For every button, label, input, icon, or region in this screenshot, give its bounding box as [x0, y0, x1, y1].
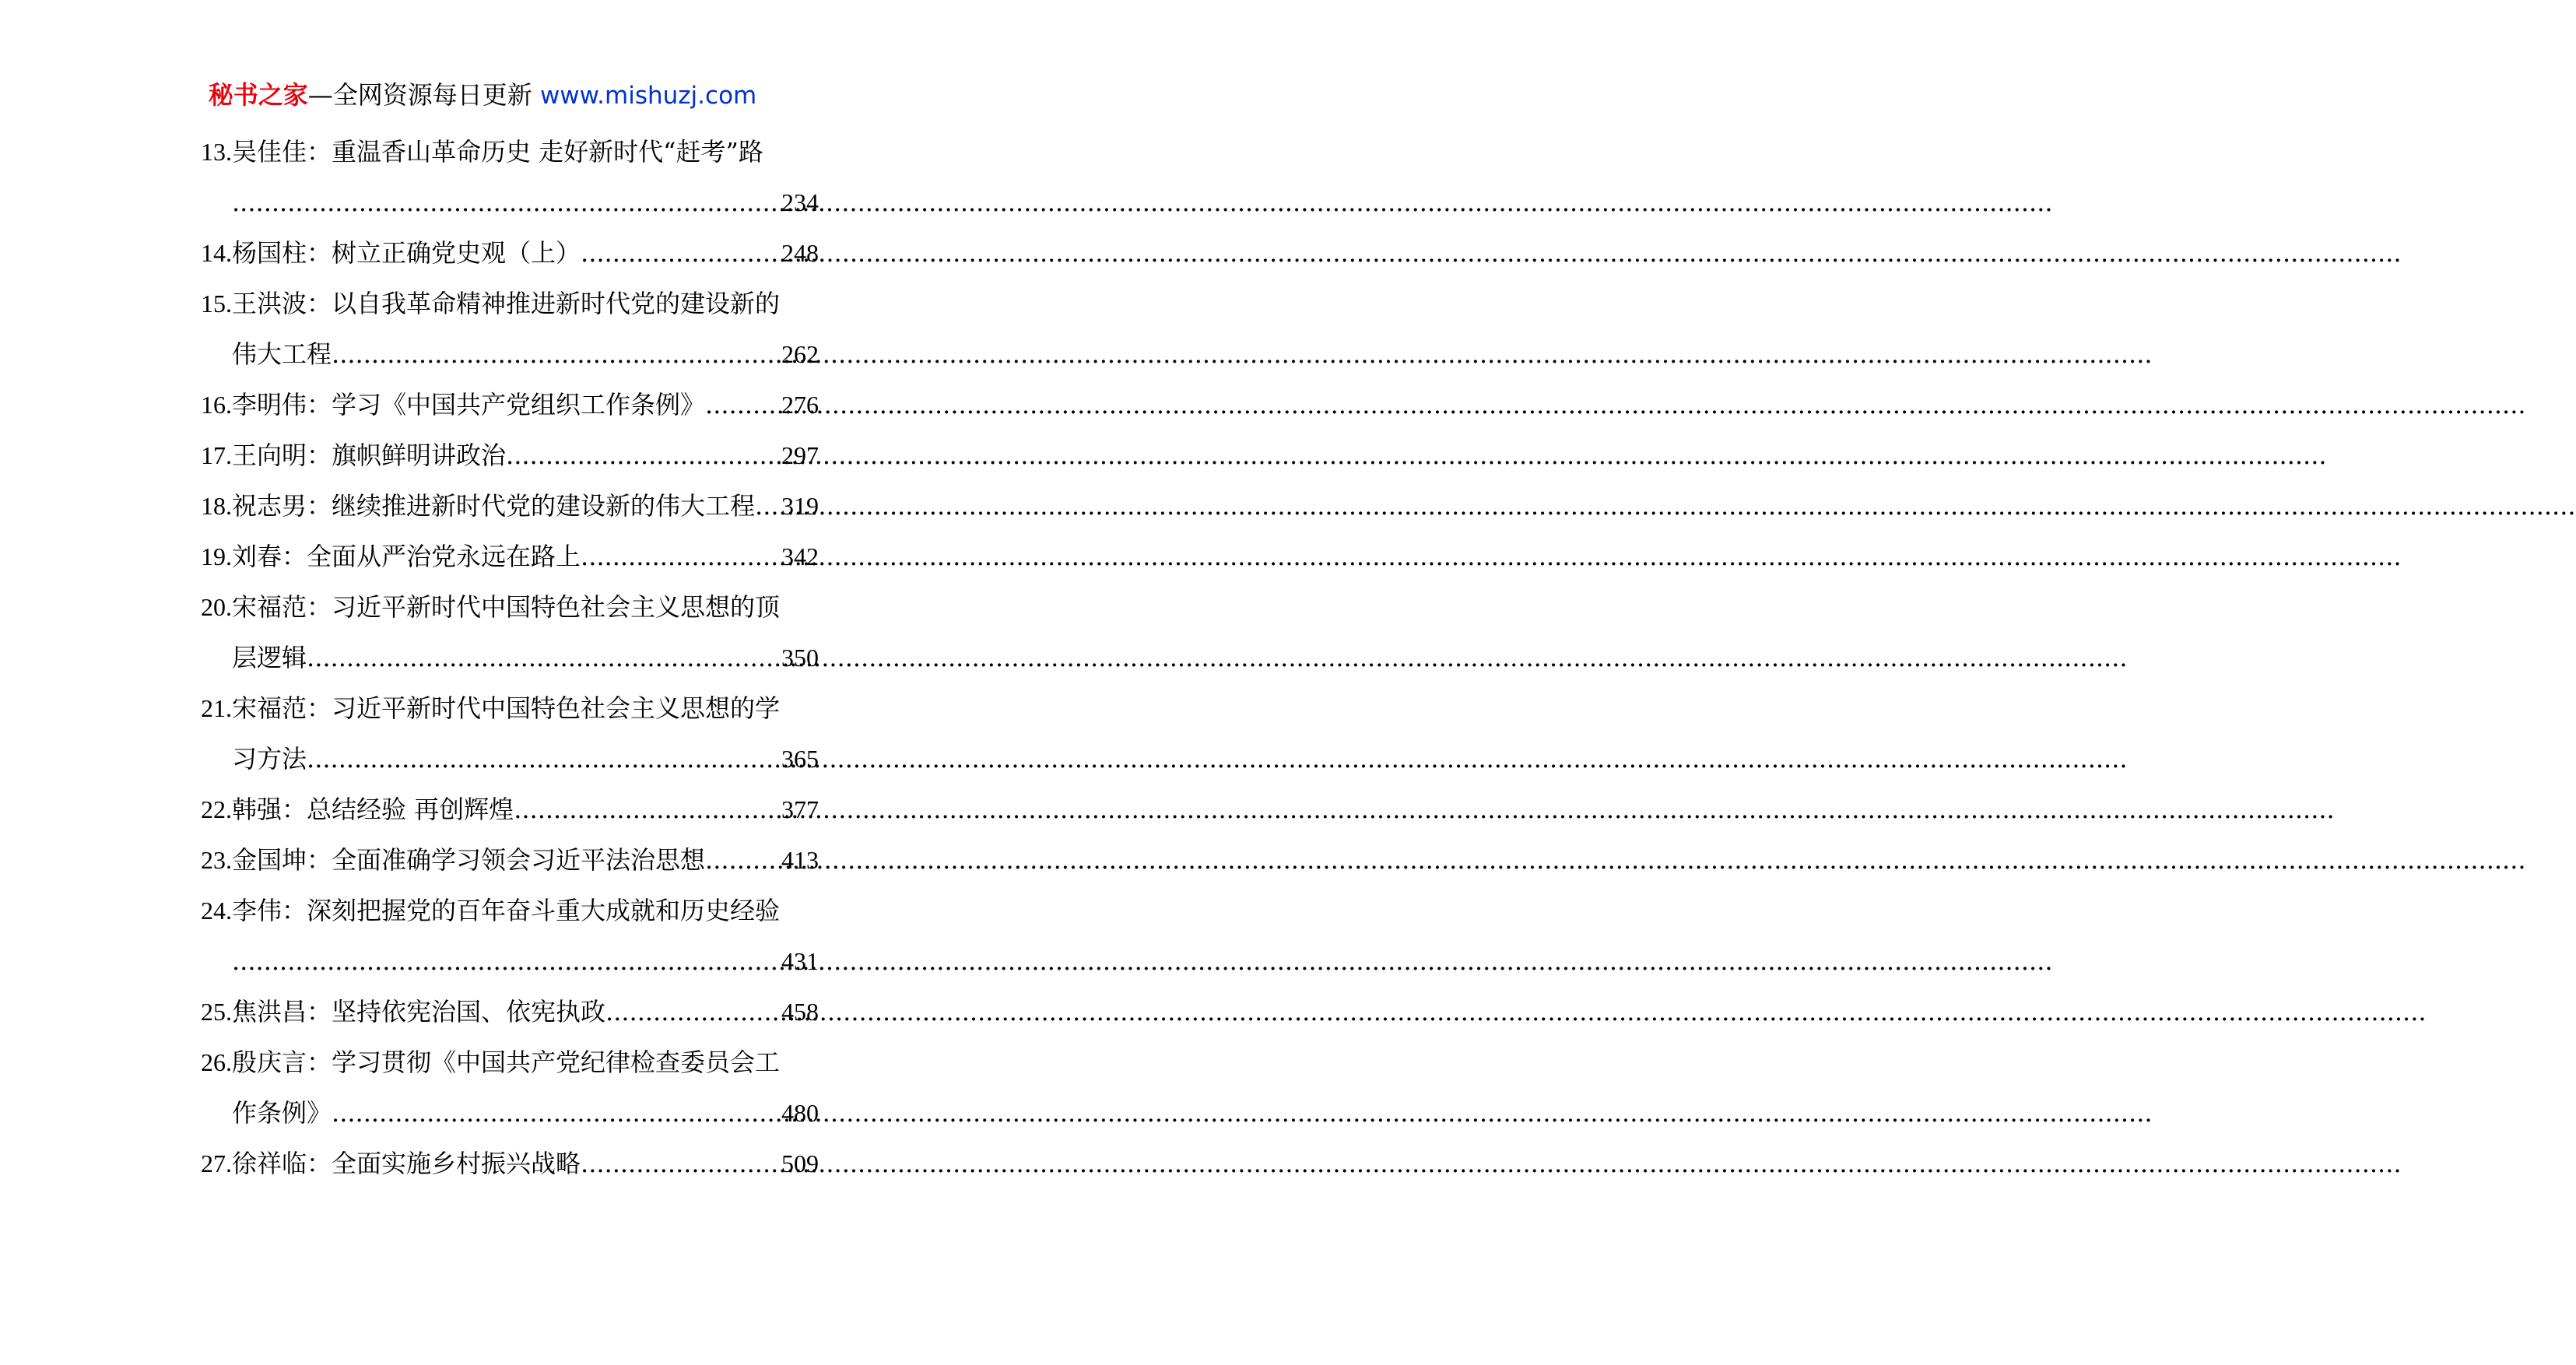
toc-entry[interactable]: [196, 532, 819, 582]
toc-entry[interactable]: [196, 279, 819, 380]
toc-page-number: 319: [781, 492, 819, 520]
toc-entry-title: 作条例》: [232, 1098, 332, 1128]
toc-entry-number: 24.: [201, 897, 232, 925]
toc-entry-number: 16.: [201, 391, 232, 419]
toc-entry-number: 25.: [201, 998, 232, 1026]
toc-dot-leader: [307, 734, 781, 784]
toc-entry-number: 23.: [201, 846, 232, 874]
toc-page-number: 377: [781, 795, 819, 823]
toc-dot-leader: [605, 987, 781, 1037]
toc-entry-title: 韩强：总结经验 再创辉煌: [232, 795, 514, 824]
toc-entry-title: 宋福范：习近平新时代中国特色社会主义思想的学: [232, 693, 781, 723]
toc-entry-number: 20.: [201, 593, 232, 621]
toc-entry-number: 19.: [201, 542, 232, 570]
toc-page-number: 297: [781, 441, 819, 469]
toc-entry-number: 22.: [201, 795, 232, 823]
toc-page-number: 350: [781, 644, 819, 672]
toc-dot-leader: [232, 177, 781, 228]
toc-entry-title: 王洪波：以自我革命精神推进新时代党的建设新的: [232, 289, 781, 318]
toc-entry-line: [196, 177, 819, 228]
toc-entry-title: 层逻辑: [232, 643, 307, 672]
toc-entry-line: [196, 633, 819, 683]
toc-page-number: 248: [781, 239, 819, 267]
toc-dot-leader: [705, 380, 781, 430]
toc-entry-line: [196, 683, 819, 734]
toc-entry-line: [196, 987, 819, 1037]
toc-entry-title: 祝志男：继续推进新时代党的建设新的伟大工程: [232, 491, 756, 521]
toc-entry-title: 杨国柱：树立正确党史观（上）: [232, 238, 581, 268]
toc-entry-line: [196, 835, 819, 886]
toc-entry[interactable]: [196, 835, 819, 886]
toc-entry-title: 焦洪昌：坚持依宪治国、依宪执政: [232, 997, 606, 1026]
toc-entry-line: [196, 784, 819, 835]
toc-page-number: 509: [781, 1149, 819, 1177]
toc-entry-line: [196, 279, 819, 329]
toc-entry-line: [196, 127, 819, 177]
toc-dot-leader: [332, 1088, 781, 1139]
toc-entry-title: 王向明：旗帜鲜明讲政治: [232, 440, 507, 470]
toc-entry[interactable]: [196, 228, 819, 279]
toc-page-number: 458: [781, 998, 819, 1026]
toc-entry-title: 吴佳佳：重温香山革命历史 走好新时代“赶考”路: [232, 137, 763, 167]
toc-entry-line: [196, 734, 819, 784]
toc-dot-leader: [332, 329, 781, 380]
toc-page-number: 276: [781, 391, 819, 419]
toc-entry-line: [196, 228, 819, 279]
toc-dot-leader: [232, 936, 781, 987]
site-tagline: —全网资源每日更新: [307, 80, 532, 110]
toc-entry-title: 李明伟：学习《中国共产党组织工作条例》: [232, 390, 706, 419]
toc-dot-leader: [506, 430, 781, 481]
toc-dot-leader: [581, 532, 781, 582]
toc-entry-line: [196, 582, 819, 633]
toc-dot-leader: [705, 835, 781, 886]
toc-entry-number: 27.: [201, 1149, 232, 1177]
toc-entry-line: [196, 886, 819, 936]
toc-entry-title: 刘春：全面从严治党永远在路上: [232, 542, 581, 571]
toc-entry-line: [196, 380, 819, 430]
toc-entry-line: [196, 532, 819, 582]
toc-entry-number: 15.: [201, 289, 232, 318]
toc-entry[interactable]: [196, 784, 819, 835]
toc-page-number: 480: [781, 1099, 819, 1127]
toc-entry-line: [196, 329, 819, 380]
toc-entry[interactable]: [196, 683, 819, 784]
toc-dot-leader: [307, 633, 781, 683]
toc-entry[interactable]: [196, 886, 819, 987]
toc-entry[interactable]: [196, 481, 819, 532]
toc-entry-line: [196, 936, 819, 987]
toc-entry-number: 26.: [201, 1048, 232, 1076]
brand-name: 秘书之家: [208, 80, 308, 110]
toc-entry-title: 殷庆言：学习贯彻《中国共产党纪律检查委员会工: [232, 1047, 781, 1077]
toc-entry[interactable]: [196, 380, 819, 430]
toc-page-number: 365: [781, 745, 819, 773]
toc-dot-leader: [581, 228, 781, 279]
toc-page-number: 234: [781, 188, 819, 216]
toc-entry-number: 21.: [201, 694, 232, 722]
toc-page-number: 413: [781, 846, 819, 874]
site-header: [0, 78, 965, 113]
toc-entry[interactable]: [196, 582, 819, 683]
toc-dot-leader: [755, 481, 781, 532]
site-url-link[interactable]: www.mishuzj.com: [539, 82, 757, 110]
toc-entry-title: 习方法: [232, 744, 307, 774]
toc-dot-leader: [514, 784, 781, 835]
toc-page-number: 342: [781, 542, 819, 570]
toc-entry-title: 徐祥临：全面实施乡村振兴战略: [232, 1149, 581, 1178]
toc-entry-title: 李伟：深刻把握党的百年奋斗重大成就和历史经验: [232, 896, 781, 925]
toc-entry-number: 17.: [201, 441, 232, 469]
toc-entry-title: 金国坤：全面准确学习领会习近平法治思想: [232, 845, 706, 875]
toc-entry-number: 13.: [201, 138, 232, 166]
toc-entry-line: [196, 481, 819, 532]
toc-entry-number: 18.: [201, 492, 232, 520]
toc-entry-line: [196, 1139, 819, 1189]
toc-entry[interactable]: [196, 127, 819, 228]
toc-entry-line: [196, 430, 819, 481]
toc-entry-title: 宋福范：习近平新时代中国特色社会主义思想的顶: [232, 592, 781, 622]
toc-entry[interactable]: [196, 430, 819, 481]
toc-entry[interactable]: [196, 987, 819, 1037]
toc-dot-leader: [581, 1139, 781, 1189]
toc-entry[interactable]: [196, 1037, 819, 1139]
toc-entry-title: 伟大工程: [232, 339, 332, 369]
toc-entry[interactable]: [196, 1139, 819, 1189]
table-of-contents: [196, 127, 819, 1189]
toc-entry-line: [196, 1088, 819, 1139]
toc-page-number: 431: [781, 947, 819, 975]
toc-entry-line: [196, 1037, 819, 1088]
toc-entry-number: 14.: [201, 239, 232, 267]
toc-page-number: 262: [781, 340, 819, 368]
